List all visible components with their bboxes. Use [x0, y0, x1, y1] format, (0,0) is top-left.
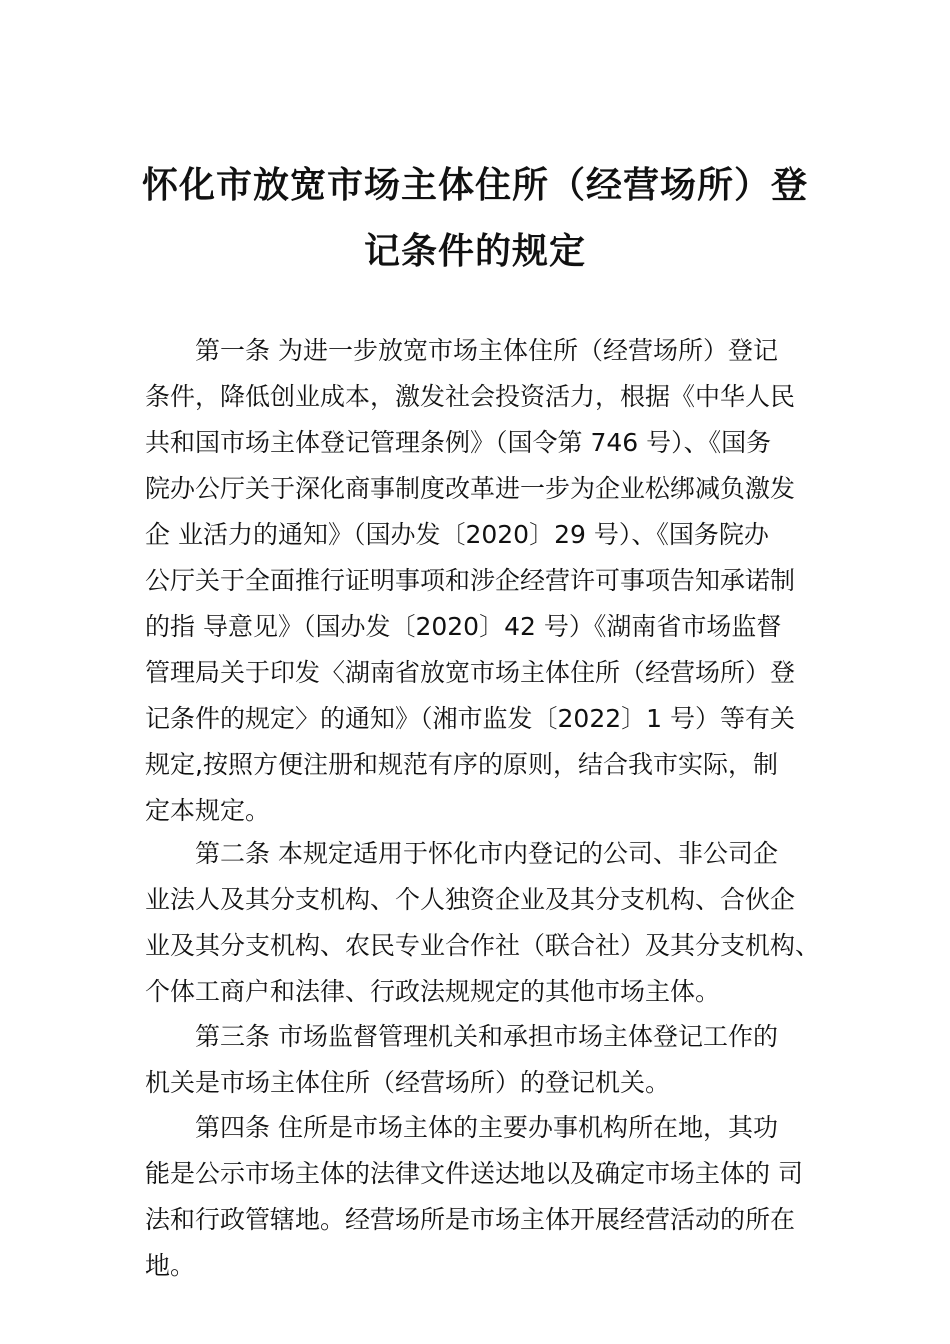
paragraph-line: 法和行政管辖地。经营场所是市场主体开展经营活动的所在 [145, 1205, 796, 1234]
paragraph-line: 第三条 市场监督管理机关和承担市场主体登记工作的 [195, 1022, 778, 1051]
paragraph-line: 机关是市场主体住所（经营场所）的登记机关。 [145, 1068, 671, 1097]
paragraph-line: 的指 导意见》（国办发〔2020〕42 号）《湖南省市场监督 [145, 612, 782, 641]
article-4-paragraph [145, 1105, 825, 1289]
document-title-line-2: 记条件的规定 [363, 230, 586, 272]
paragraph-line: 第二条 本规定适用于怀化市内登记的公司、非公司企 [195, 839, 778, 868]
paragraph-line: 条件，降低创业成本，激发社会投资活力，根据《中华人民 [145, 382, 796, 411]
paragraph-line: 第一条 为进一步放宽市场主体住所（经营场所）登记 [195, 336, 778, 365]
paragraph-line: 定本规定。 [145, 796, 271, 825]
article-3-paragraph [145, 1014, 825, 1106]
paragraph-line: 记条件的规定〉的通知》（湘市监发〔2022〕1 号）等有关 [145, 704, 795, 733]
article-1-paragraph [145, 328, 825, 834]
paragraph-line: 共和国市场主体登记管理条例》（国令第 746 号）、《国务 [145, 428, 772, 457]
paragraph-line: 院办公厅关于深化商事制度改革进一步为企业松绑减负激发 [145, 474, 796, 503]
paragraph-line: 个体工商户和法律、行政法规规定的其他市场主体。 [145, 977, 721, 1006]
paragraph-line: 规定,按照方便注册和规范有序的原则，结合我市实际，制 [145, 750, 778, 779]
document-title-line-1: 怀化市放宽市场主体住所（经营场所）登 [141, 164, 808, 206]
paragraph-line: 公厅关于全面推行证明事项和涉企经营许可事项告知承诺制 [145, 566, 796, 595]
article-2-paragraph [145, 831, 825, 1015]
paragraph-line: 第四条 住所是市场主体的主要办事机构所在地，其功 [195, 1113, 778, 1142]
paragraph-line: 业法人及其分支机构、个人独资企业及其分支机构、合伙企 [145, 885, 796, 914]
paragraph-line: 业及其分支机构、农民专业合作社（联合社）及其分支机构、 [145, 931, 821, 960]
paragraph-line: 能是公示市场主体的法律文件送达地以及确定市场主体的 司 [145, 1159, 803, 1188]
paragraph-line: 管理局关于印发〈湖南省放宽市场主体住所（经营场所）登 [145, 658, 796, 687]
paragraph-line: 地。 [145, 1251, 196, 1280]
paragraph-line: 企 业活力的通知》（国办发〔2020〕29 号）、《国务院办 [145, 520, 769, 549]
